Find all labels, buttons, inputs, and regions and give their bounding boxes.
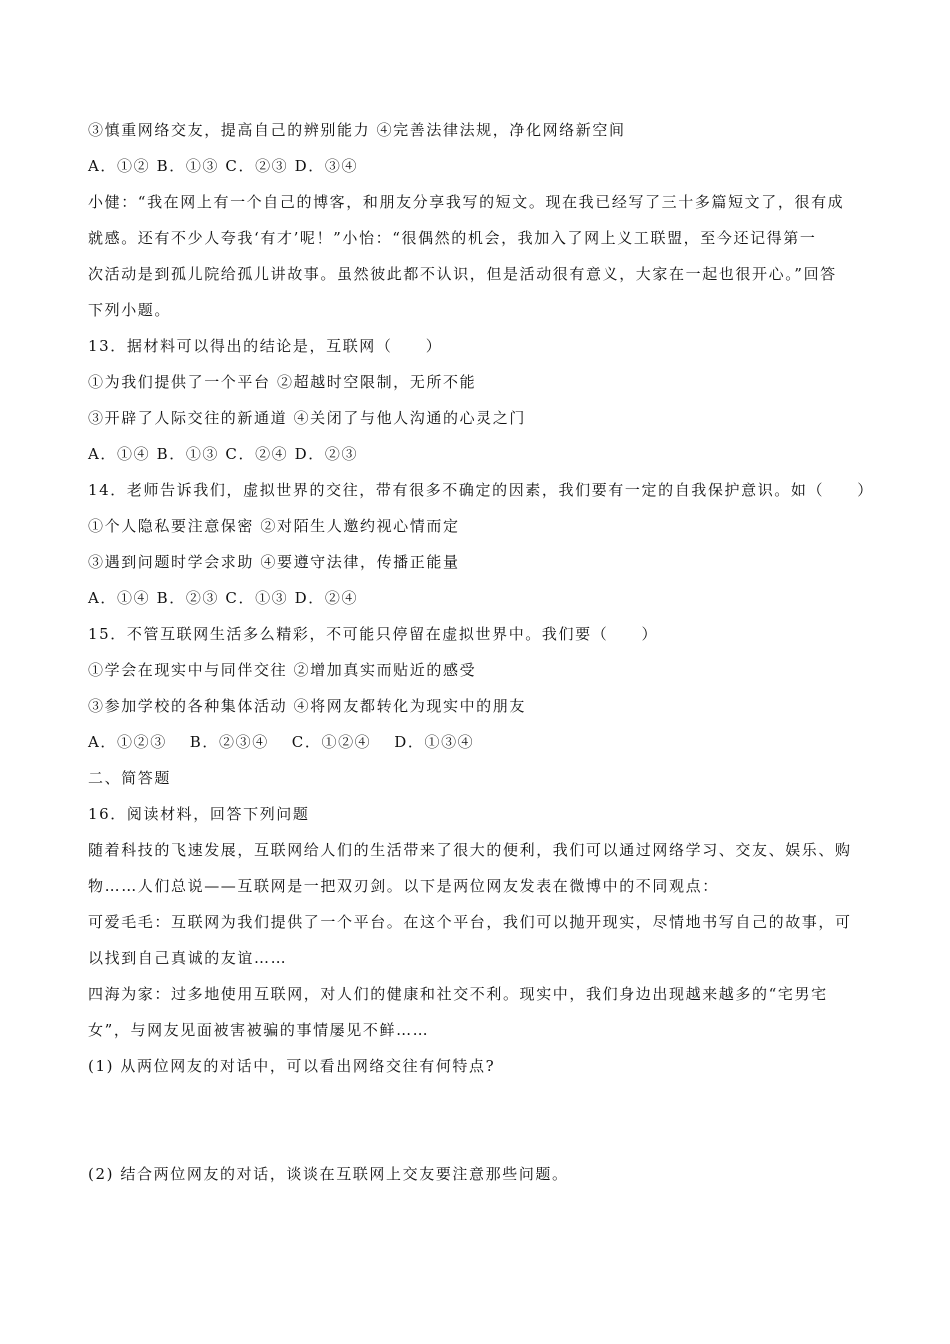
q12-options-line-2: ③慎重网络交友，提高自己的辨别能力 ④完善法律法规，净化网络新空间 [88,121,626,139]
view-sihaiweijia-line: 女”，与网友见面被害被骗的事情屡见不鲜…… [88,1021,430,1039]
question-options-line-2: ③参加学校的各种集体活动 ④将网友都转化为现实中的朋友 [88,697,526,715]
intro-line: 随着科技的飞速发展，互联网给人们的生活带来了很大的便利，我们可以通过网络学习、交友、娱乐、购 [88,841,852,859]
question-options-line-1: ①个人隐私要注意保密 ②对陌生人邀约视心情而定 [88,517,460,535]
question-choices: A．①④ B．②③ C．①③ D．②④ [88,589,359,607]
view-keaimaomao-line: 可爱毛毛：互联网为我们提供了一个平台。在这个平台，我们可以抛开现实，尽情地书写自己的故事，可 [88,913,852,931]
material-line: 就感。还有不少人夸我‘有才’呢！”小怡：“很偶然的机会，我加入了网上义工联盟，至今还记得第一 [88,229,817,247]
view-sihaiweijia-line: 四海为家：过多地使用互联网，对人们的健康和社交不利。现实中，我们身边出现越来越多的“宅男宅 [88,985,828,1003]
question-stem: 15．不管互联网生活多么精彩，不可能只停留在虚拟世界中。我们要（ ） [88,625,659,643]
material-line: 次活动是到孤儿院给孤儿讲故事。虽然彼此都不认识，但是活动很有意义，大家在一起也很开心。”回答 [88,265,837,283]
question-stem: 16．阅读材料，回答下列问题 [88,805,310,823]
section-heading: 二、简答题 [88,769,172,787]
material-line: 小健：“我在网上有一个自己的博客，和朋友分享我写的短文。现在我已经写了三十多篇短文了，很有成 [88,193,845,211]
question-choices: A．①④ B．①③ C．②④ D．②③ [88,445,359,463]
material-line: 下列小题。 [88,301,172,319]
question-15 [88,616,868,760]
question-options-line-2: ③遇到问题时学会求助 ④要遵守法律，传播正能量 [88,553,460,571]
view-keaimaomao-line: 以找到自己真诚的友谊…… [88,949,288,967]
question-16 [88,796,868,1192]
intro-line: 物……人们总说——互联网是一把双刃剑。以下是两位网友发表在微博中的不同观点： [88,877,719,895]
question-options-line-1: ①为我们提供了一个平台 ②超越时空限制，无所不能 [88,373,477,391]
question-options-line-2: ③开辟了人际交往的新通道 ④关闭了与他人沟通的心灵之门 [88,409,526,427]
question-13 [88,328,868,472]
question-14 [88,472,874,616]
sub-question-2: (2) 结合两位网友的对话，谈谈在互联网上交友要注意那些问题。 [88,1165,569,1183]
sub-question-1: (1) 从两位网友的对话中，可以看出网络交往有何特点? [88,1057,496,1075]
question-stem: 13．据材料可以得出的结论是，互联网（ ） [88,337,443,355]
question-options-line-1: ①学会在现实中与同伴交往 ②增加真实而贴近的感受 [88,661,477,679]
question-choices: A．①②③ B．②③④ C．①②④ D．①③④ [88,733,475,751]
exam-page [88,112,874,1192]
q12-choices: A．①② B．①③ C．②③ D．③④ [88,157,359,175]
reading-material [88,184,868,328]
question-stem: 14．老师告诉我们，虚拟世界的交往，带有很多不确定的因素，我们要有一定的自我保护意识。如（ ） [88,481,874,499]
answer-space [88,1084,868,1156]
